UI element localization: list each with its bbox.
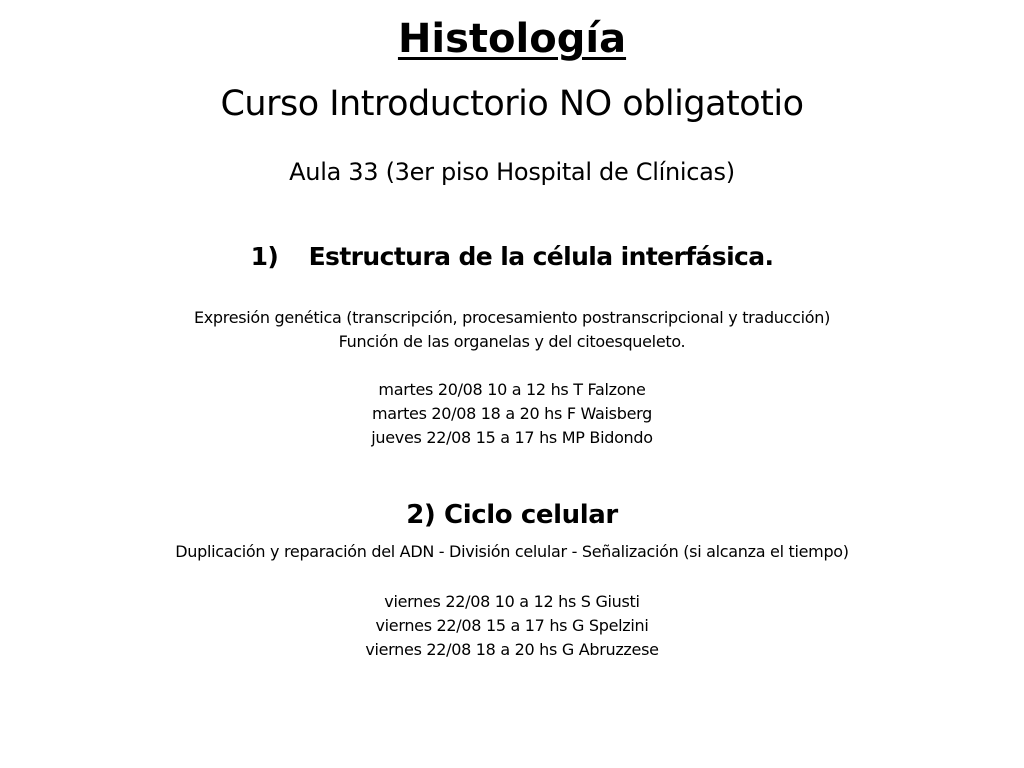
section1-schedule-item: martes 20/08 18 a 20 hs F Waisberg bbox=[372, 404, 652, 423]
section1-description bbox=[0, 306, 1024, 354]
section2-schedule-item: viernes 22/08 10 a 12 hs S Giusti bbox=[384, 592, 640, 611]
section1-heading-text: Estructura de la célula interfásica. bbox=[308, 242, 774, 271]
section2-description-line: Duplicación y reparación del ADN - División celular - Señalización (si alcanza el tiempo) bbox=[175, 542, 849, 561]
section2-schedule-item: viernes 22/08 15 a 17 hs G Spelzini bbox=[375, 616, 649, 635]
section1-heading bbox=[0, 242, 1024, 271]
slide-title: Histología bbox=[397, 16, 627, 62]
slide-subtitle: Curso Introductorio NO obligatotio bbox=[220, 84, 804, 124]
section1-description-line: Expresión genética (transcripción, procesamiento postranscripcional y traducción) bbox=[193, 308, 831, 327]
section2-description bbox=[0, 540, 1024, 564]
section2-schedule bbox=[0, 590, 1024, 662]
section1-number: 1) bbox=[250, 242, 279, 271]
section2-heading: 2) Ciclo celular bbox=[406, 500, 618, 530]
section1-schedule bbox=[0, 378, 1024, 450]
section1-schedule-item: jueves 22/08 15 a 17 hs MP Bidondo bbox=[371, 428, 653, 447]
room-location: Aula 33 (3er piso Hospital de Clínicas) bbox=[289, 158, 735, 186]
section2-schedule-item: viernes 22/08 18 a 20 hs G Abruzzese bbox=[365, 640, 659, 659]
section1-description-line: Función de las organelas y del citoesqueleto. bbox=[338, 332, 686, 351]
section1-schedule-item: martes 20/08 10 a 12 hs T Falzone bbox=[378, 380, 646, 399]
